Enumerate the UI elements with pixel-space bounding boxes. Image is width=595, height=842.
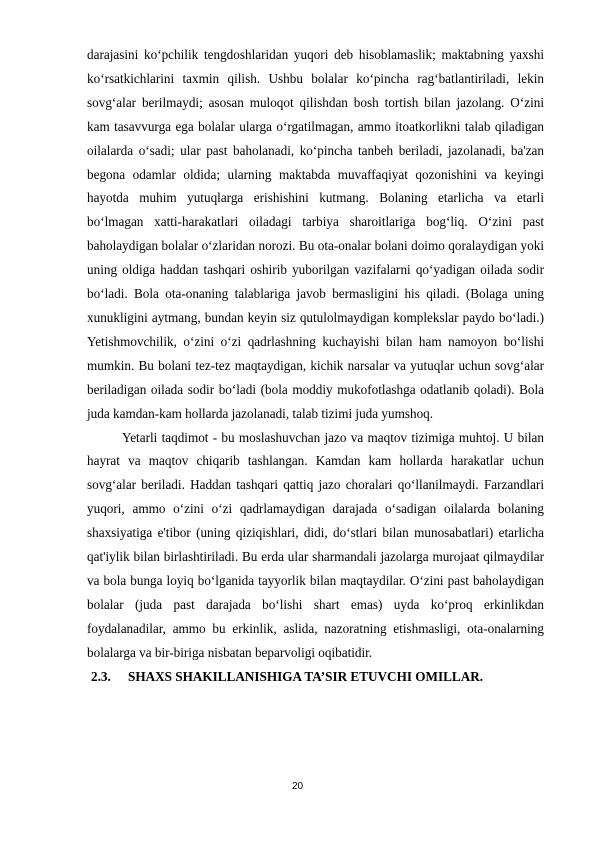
section-number: 2.3. [91,668,111,684]
section-heading [91,665,544,689]
paragraph-1: darajasini ko‘pchilik tengdoshlaridan yuqori deb hisoblamaslik; maktabning yaxshi ko‘rsatkichlarini taxmin qilish. Ushbu bolalar ko‘pincha rag‘batlantiriladi, lekin sovg‘alar berilmaydi; asosan muloqot qilishdan bosh tortish bilan jazolang. O‘zini kam tasavvurga ega bolalar ularga o‘rgatilmagan, ammo itoatkorlikni talab qiladigan oilalarda o‘sadi; ular past baholanadi, ko‘pincha tanbeh beriladi, jazolanadi, ba'zan begona odamlar oldida; ularning maktabda muvaffaqiyat qozonishini va keyingi hayotda muhim yutuqlarga erishishini kutmang. Bolaning etarlicha va etarli bo‘lmagan xatti-harakatlari oiladagi tarbiya sharoitlariga bog‘liq. O‘zini past baholaydigan bolalar o‘zlaridan norozi. Bu ota-onalar bolani doimo qoralaydigan yoki uning oldiga haddan tashqari oshirib yuborilgan vazifalarni qo‘yadigan oilada sodir bo‘ladi. Bola ota-onaning talablariga javob bermasligini his qiladi. (Bolaga uning xunukligini aytmang, bundan keyin siz qutulolmaydigan komplekslar paydo bo‘ladi.) Yetishmovchilik, o‘zini o‘zi qadrlashning kuchayishi bilan ham namoyon bo‘lishi mumkin. Bu bolani tez-tez maqtaydigan, kichik narsalar va yutuqlar uchun sovg‘alar beriladigan oilada sodir bo‘ladi (bola moddiy mukofotlashga odatlanib qoladi). Bola juda kamdan-kam hollarda jazolanadi, talab tizimi juda yumshoq. [87,47,544,421]
section-title: SHAXS SHAKILLANISHIGA TA’SIR ETUVCHI OMILLAR. [128,668,484,684]
document-page [87,43,544,689]
page-number: 20 [291,781,304,792]
paragraph-2: Yetarli taqdimot - bu moslashuvchan jazo va maqtov tizimiga muhtoj. U bilan hayrat va maqtov chiqarib tashlangan. Kamdan kam hollarda harakatlar uchun sovg‘alar beriladi. Haddan tashqari qattiq jazo choralari qo‘llanilmaydi. Farzandlari yuqori, ammo o‘zini o‘zi qadrlamaydigan darajada o‘sadigan oilalarda bolaning shaxsiyatiga e'tibor (uning qiziqishlari, didi, do‘stlari bilan munosabatlari) etarlicha qat'iylik bilan birlashtiriladi. Bu erda ular sharmandali jazolarga murojaat qilmaydilar va bola bunga loyiq bo‘lganida tayyorlik bilan maqtaydilar. O‘zini past baholaydigan bolalar (juda past darajada bo‘lishi shart emas) uyda ko‘proq erkinlikdan foydalanadilar, ammo bu erkinlik, aslida, nazoratning etishmasligi, ota-onalarning bolalarga va bir-biriga nisbatan beparvoligi oqibatidir. [87,429,544,660]
